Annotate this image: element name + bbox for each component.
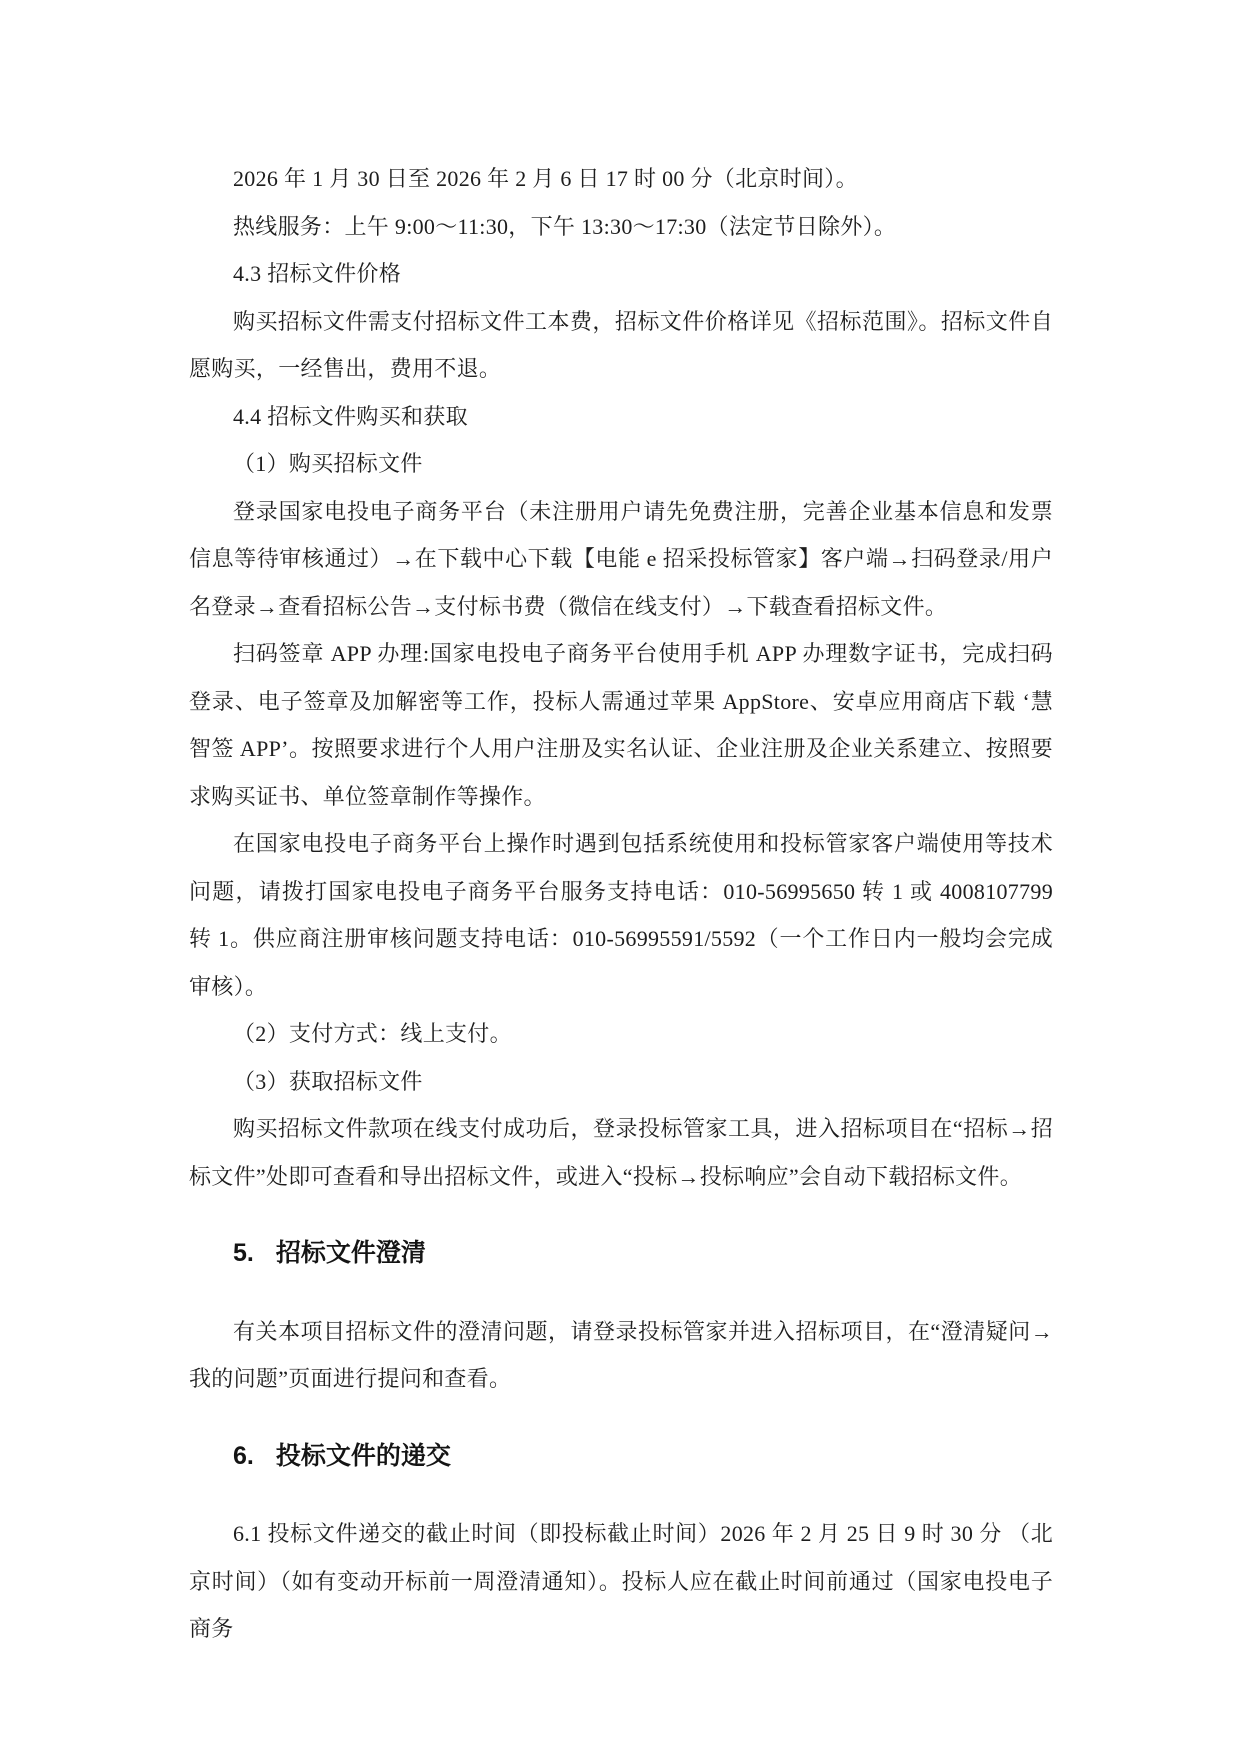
section-title: 投标文件的递交 <box>275 1441 451 1470</box>
paragraph: 在国家电投电子商务平台上操作时遇到包括系统使用和投标管家客户端使用等技术问题，请拨打国家电投电子商务平台服务支持电话：010-56995650 转 1 或 4008107799 转 1。供应商注册审核问题支持电话：010-56995591/5592（一个工作日内一般均会完成审核）。 <box>189 831 1053 999</box>
paragraph: 4.3 招标文件价格 <box>233 261 402 286</box>
section-number: 5. <box>233 1239 254 1267</box>
section-title: 招标文件澄清 <box>275 1239 426 1267</box>
paragraph: （1）购买招标文件 <box>233 451 423 476</box>
paragraph: 热线服务：上午 9:00～11:30，下午 13:30～17:30（法定节日除外）。 <box>233 213 897 239</box>
section-heading <box>189 1433 1053 1481</box>
paragraph: 6.1 投标文件递交的截止时间（即投标截止时间）2026 年 2 月 25 日 9 时 30 分 （北京时间）（如有变动开标前一周澄清通知）。投标人应在截止时间前通过（国家电投电子商务 <box>189 1521 1053 1641</box>
section-heading <box>189 1230 1053 1278</box>
paragraph: 登录国家电投电子商务平台（未注册用户请先免费注册，完善企业基本信息和发票信息等待审核通过）→在下载中心下载【电能 e 招采投标管家】客户端→扫码登录/用户名登录→查看招标公告→支付标书费（微信在线支付）→下载查看招标文件。 <box>189 498 1053 619</box>
paragraph: 2026 年 1 月 30 日至 2026 年 2 月 6 日 17 时 00 分（北京时间）。 <box>233 166 858 191</box>
paragraph: （2）支付方式：线上支付。 <box>233 1021 512 1046</box>
paragraph: 购买招标文件需支付招标文件工本费，招标文件价格详见《招标范围》。招标文件自愿购买，一经售出，费用不退。 <box>189 308 1053 381</box>
paragraph: 购买招标文件款项在线支付成功后，登录投标管家工具，进入招标项目在“招标→招标文件”处即可查看和导出招标文件，或进入“投标→投标响应”会自动下载招标文件。 <box>189 1116 1053 1189</box>
section-number: 6. <box>233 1441 254 1470</box>
paragraph: 有关本项目招标文件的澄清问题，请登录投标管家并进入招标项目，在“澄清疑问→我的问题”页面进行提问和查看。 <box>189 1318 1053 1391</box>
paragraph: 扫码签章 APP 办理:国家电投电子商务平台使用手机 APP 办理数字证书，完成扫码登录、电子签章及加解密等工作，投标人需通过苹果 AppStore、安卓应用商店下载 ‘慧智签 APP’。按照要求进行个人用户注册及实名认证、企业注册及企业关系建立、按照要求购买证书、单位签章制作等操作。 <box>189 641 1053 809</box>
paragraph: （3）获取招标文件 <box>233 1068 423 1094</box>
paragraph: 4.4 招标文件购买和获取 <box>233 403 468 429</box>
document-body <box>189 155 1053 1653</box>
